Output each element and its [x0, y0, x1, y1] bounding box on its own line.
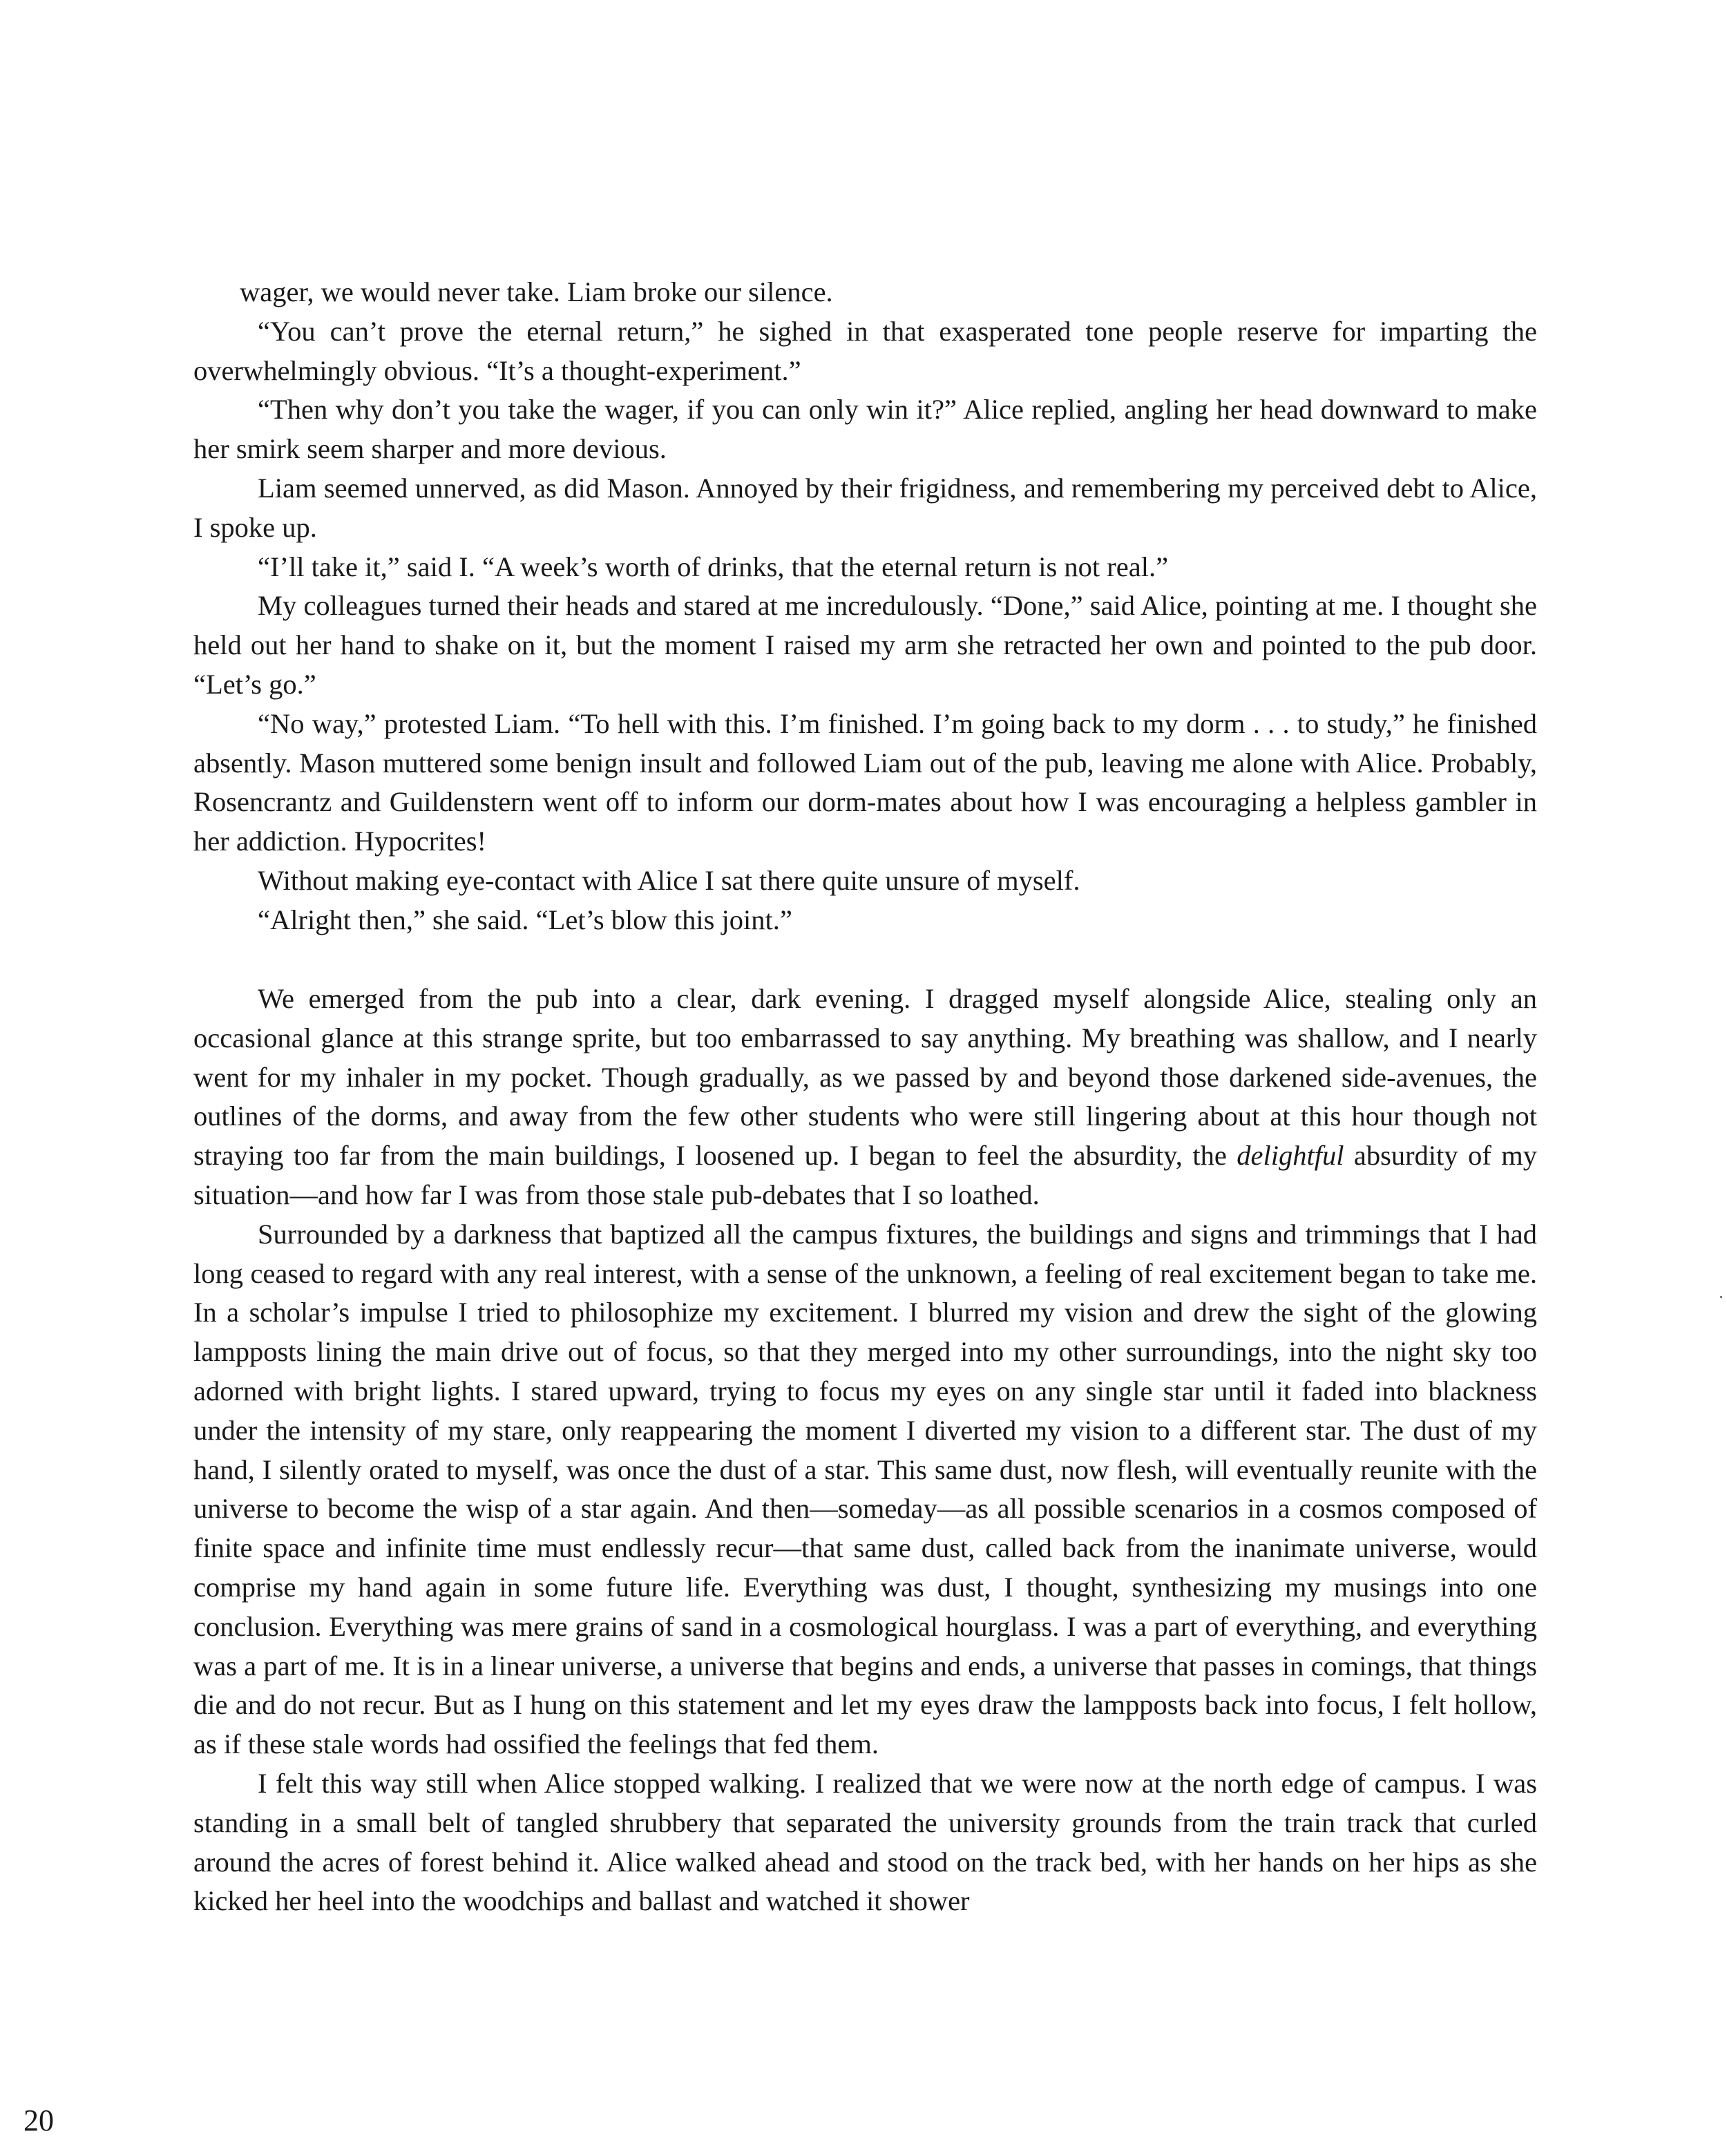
paragraph: “Alright then,” she said. “Let’s blow this joint.” — [258, 904, 792, 935]
emphasized-word: delightful — [1237, 1140, 1344, 1172]
scan-speck — [1720, 1296, 1722, 1298]
paragraph: Surrounded by a darkness that baptized all the campus fixtures, the buildings and signs and trimmings that I had long ceased to regard with any real interest, with a sense of the unknown, a feeling of real excitement began to take me. In a scholar’s impulse I tried to philosophize my excitement. I blurred my vision and drew the sight of the glowing lampposts lining the main drive out of focus, so that they merged into my other surroundings, into the night sky too adorned with bright lights. I stared upward, trying to focus my eyes on any single star until it faded into blackness under the intensity of my stare, only reappearing the moment I diverted my vision to a different star. The dust of my hand, I silently orated to myself, was once the dust of a star. This same dust, now flesh, will eventually reunite with the universe to become the wisp of a star again. And then—someday—as all possible scenarios in a cosmos composed of finite space and infinite time must endlessly recur—that same dust, called back from the inanimate universe, would comprise my hand again in some future life. Everything was dust, I thought, synthesizing my musings into one conclusion. Everything was mere grains of sand in a cosmological hourglass. I was a part of everything, and everything was a part of me. It is in a linear universe, a universe that begins and ends, a universe that passes in comings, that things die and do not recur. But as I hung on this statement and let my eyes draw the lampposts back into focus, I felt hollow, as if these stale words had ossified the feelings that fed them. — [193, 1218, 1537, 1760]
paragraph: “You can’t prove the eternal return,” he sighed in that exasperated tone people reserve for imparting the overwhelmingly obvious. “It’s a thought-experiment.” — [193, 315, 1537, 386]
paragraph: I felt this way still when Alice stopped walking. I realized that we were now at the north edge of campus. I was standing in a small belt of tangled shrubbery that separated the university grounds from the train track that curled around the acres of forest behind it. Alice walked ahead and stood on the track bed, with her hands on her hips as she kicked her heel into the woodchips and ballast and watched it shower — [193, 1767, 1537, 1917]
paragraph-text: absurdity of my situation—and how far I was from those stale pub-debates that I so loathed. — [193, 1140, 1537, 1210]
paragraph-text: We emerged from the pub into a clear, dark evening. I dragged myself alongside Alice, stealing only an occasional glance at this strange sprite, but too embarrassed to say anything. My breathing was shallow, and I nearly went for my inhaler in my pocket. Though gradually, as we passed by and beyond those darkened side-avenues, the outlines of the dorms, and away from the few other students who were still lingering about at this hour though not straying too far from the main buildings, I loosened up. I began to feel the absurdity, the — [193, 983, 1537, 1172]
paragraph: “I’ll take it,” said I. “A week’s worth of drinks, that the eternal return is not real.” — [258, 551, 1169, 582]
paragraph: “No way,” protested Liam. “To hell with this. I’m finished. I’m going back to my dorm . . . to study,” he finished absently. Mason muttered some benign insult and followed Liam out of the pub, leaving me alone with Alice. Probably, Rosencrantz and Guildenstern went off to inform our dorm-mates about how I was encouraging a helpless gambler in her addiction. Hypocrites! — [193, 707, 1537, 857]
paragraph: My colleagues turned their heads and stared at me incredulously. “Done,” said Alice, pointing at me. I thought she held out her hand to shake on it, but the moment I raised my arm she retracted her own and pointed to the pub door. “Let’s go.” — [193, 590, 1537, 700]
paragraph — [193, 980, 1537, 1215]
narrative-section — [193, 980, 1537, 1921]
page-number: 20 — [23, 2103, 54, 2137]
dialogue-section — [193, 273, 1537, 940]
paragraph: Without making eye-contact with Alice I sat there quite unsure of myself. — [258, 864, 1080, 896]
paragraph: “Then why don’t you take the wager, if you can only win it?” Alice replied, angling her head downward to make her smirk seem sharper and more devious. — [193, 394, 1537, 465]
paragraph: wager, we would never take. Liam broke our silence. — [240, 276, 833, 307]
paragraph: Liam seemed unnerved, as did Mason. Annoyed by their frigidness, and remembering my perceived debt to Alice, I spoke up. — [193, 472, 1537, 543]
